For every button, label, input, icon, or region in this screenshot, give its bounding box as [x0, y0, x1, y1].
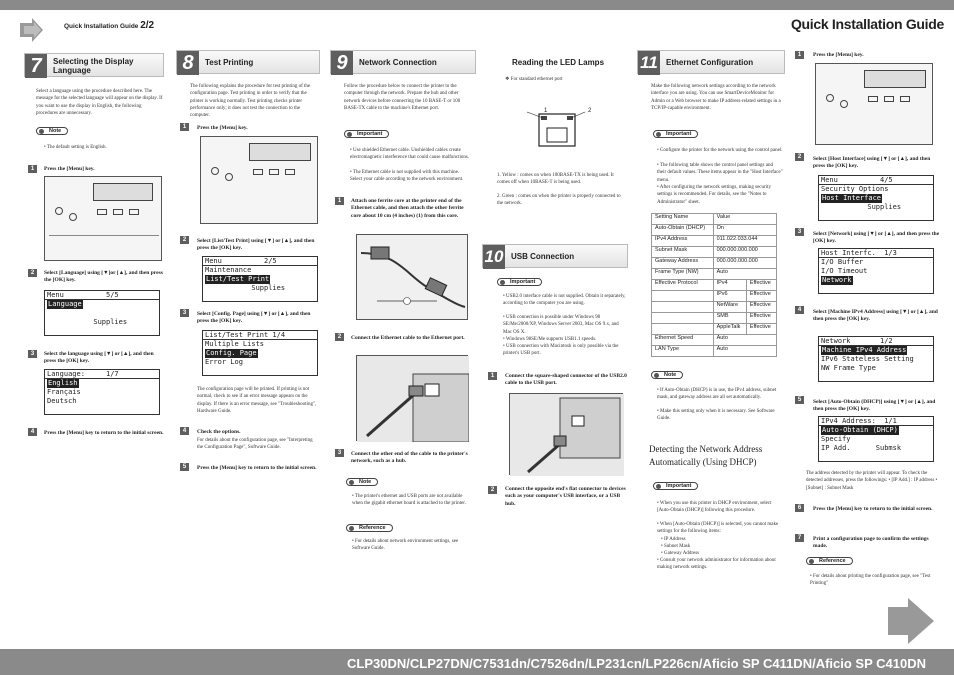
table-row: [652, 346, 777, 357]
led-green-desc: 2. Green : comes on when the printer is properly connected to the network.: [497, 194, 621, 207]
table-cell: 000.000.000.000: [713, 258, 776, 269]
section-number: 8: [177, 51, 199, 75]
step-text: Connect the Ethernet cable to the Ethernet port.: [351, 335, 465, 341]
step-text: Select the language using [▼] or [▲], and then press the [OK] key.: [44, 351, 154, 365]
important-text: • Gateway Address: [661, 551, 700, 556]
section-number: 7: [25, 54, 47, 78]
table-cell: Effective: [746, 324, 776, 335]
table-cell: LAN Type: [652, 346, 714, 357]
table-cell: Effective Protocol: [652, 280, 714, 291]
top-bar: [0, 0, 954, 10]
step-number: 3: [335, 449, 344, 457]
important-text: • IP Address: [661, 537, 686, 542]
table-cell: [652, 324, 714, 335]
table-cell: Gateway Address: [652, 258, 714, 269]
step-text: Press the [Menu] key to return to the initial screen.: [44, 430, 164, 436]
section-intro: Make the following network settings according to the network interface you are using. You can use SmartDeviceMonitor for Admin or a Web browser to make IP address-related settings in a TCP/IP-capable environment.: [651, 84, 781, 111]
step-number: 1: [335, 197, 344, 205]
section-intro: Follow the procedure below to connect the printer to the computer through the network. Prepare the hub and other network devices before connecting the 10 BASE-T or 100 BASE-TX cable to the machine's Ethernet port.: [344, 84, 461, 111]
step-text: Press the [Menu] key to return to the initial screen.: [813, 506, 933, 512]
step-note: The address detected by the printer will appear. To check the detected addresses, press the followings: • [IP Add.] : IP address • [Subnet] : Subnet Mask: [806, 471, 938, 491]
step-number: 5: [180, 463, 189, 471]
important-text: • When [Auto-Obtain (DHCP)] is selected, you cannot make settings for the following items:: [657, 522, 779, 535]
important-label: Important: [344, 130, 389, 138]
step-text: Select [List/Test Print] using [▼] or [▲], and then press the [OK] key.: [197, 238, 315, 252]
reference-label: Reference: [346, 524, 393, 532]
table-cell: On: [713, 225, 776, 236]
table-row: [652, 247, 777, 258]
note-text: • The printer's ethernet and USB ports are not available when the gigabit ethernet board is attached to the printer.: [352, 494, 466, 507]
table-cell: 011.022.033.044: [713, 236, 776, 247]
table-cell: Auto: [713, 346, 776, 357]
led-label-1: 1: [544, 108, 548, 114]
reference-text: • For details about network environment settings, see Software Guide.: [352, 539, 459, 552]
table-row: [652, 280, 777, 291]
lcd-display: IPv4 Address: 1/1 Auto-Obtain (DHCP) Specify IP Add. Submsk: [818, 416, 934, 462]
step-number: 4: [795, 306, 804, 314]
table-row: [652, 236, 777, 247]
important-text: • The following table shows the control panel settings and their default values. These items appear in the "Host Interface" menu.: [657, 163, 783, 183]
step-number: 4: [180, 427, 189, 435]
section-number: 9: [331, 51, 353, 75]
table-cell: IPv4 Address: [652, 236, 714, 247]
important-text: • Consult your network administrator for information about making network settings.: [657, 558, 776, 571]
ethernet-port-illustration: [356, 355, 468, 441]
step-note: For details about the configuration page, see "Interpreting the Configuration Page", Software Guide.: [197, 438, 313, 451]
section-8-header: [176, 50, 320, 74]
table-cell: [652, 313, 714, 324]
step-number: 3: [795, 228, 804, 236]
note-label: Note: [651, 371, 683, 379]
step-number: 2: [28, 269, 37, 277]
led-label-2: 2: [588, 108, 592, 114]
important-text: • USB2.0 interface cable is not supplied. Obtain it separately, according to the computer you are using.: [503, 294, 626, 307]
page-turn-arrow-icon: [886, 597, 936, 645]
network-settings-table: [651, 213, 777, 357]
step-text: Press the [Menu] key.: [197, 125, 248, 131]
note-label: Note: [346, 478, 378, 486]
table-cell: Auto-Obtain (DHCP): [652, 225, 714, 236]
table-cell: Effective: [746, 313, 776, 324]
section-10-header: [482, 244, 628, 268]
step-number: 3: [180, 309, 189, 317]
step-text: Attach one ferrite core at the printer end of the Ethernet cable, and then attach the other ferrite core about 10 cm (4 inches) (1) from this core.: [351, 198, 464, 219]
table-cell: Effective: [746, 291, 776, 302]
table-cell: Value: [713, 214, 776, 225]
table-row: [652, 214, 777, 225]
important-text: • When you use this printer in DHCP environment, select [Auto-Obtain (DHCP)] following this procedure.: [657, 501, 772, 514]
step-note: The configuration page will be printed. If printing is not normal, check to see if an error message appears on the display. If there is an error message, see "Troubleshooting", Hardware Guide.: [197, 387, 317, 414]
table-row: [652, 302, 777, 313]
led-subtitle: ❖ For standard ethernet port: [505, 77, 563, 82]
reference-text: • For details about printing the configuration page, see "Test Printing": [810, 574, 931, 587]
led-yellow-desc: 1. Yellow : comes on when 100BASE-TX is being used. It comes off when 10BASE-T is being used.: [497, 173, 614, 186]
table-row: [652, 258, 777, 269]
table-cell: SMB: [713, 313, 746, 324]
section-intro: Select a language using the procedure described here. The message for the selected language will appear on the display. If you want to use the display in English, the following procedures are unnecessary.: [36, 89, 163, 116]
reference-label: Reference: [806, 557, 853, 565]
table-cell: Subnet Mask: [652, 247, 714, 258]
section-9-header: [330, 50, 476, 74]
table-row: [652, 313, 777, 324]
table-cell: Frame Type (NW): [652, 269, 714, 280]
important-text: • After configuring the network settings, making security settings is recommended. For details, see the "Notes to Administrator" sheet.: [657, 185, 771, 205]
lcd-display: Network 1/2 Machine IPv4 Address IPv6 Stateless Setting NW Frame Type: [818, 336, 934, 382]
section-7-header: [24, 53, 164, 77]
important-text: • Use shielded Ethernet cable. Unshielded cables create electromagnetic interference that could cause malfunctions.: [350, 148, 470, 161]
lcd-display: List/Test Print 1/4 Multiple Lists Config. Page Error Log: [202, 330, 318, 376]
table-row: [652, 324, 777, 335]
section-number: 10: [483, 245, 505, 269]
lcd-display: Menu 5/5 Language Supplies: [44, 290, 160, 336]
step-number: 1: [488, 372, 497, 380]
ethernet-port-led-diagram: [515, 106, 597, 154]
table-cell: IPv6: [713, 291, 746, 302]
footer-bar: [0, 649, 954, 675]
step-text: Connect the square-shaped connector of the USB2.0 cable to the USB port.: [505, 373, 627, 387]
section-title: Ethernet Configuration: [666, 58, 754, 67]
lcd-display: Host Interfc. 1/3 I/O Buffer I/O Timeout Network: [818, 248, 934, 294]
step-text: Select [Host Interface] using [▼] or [▲], and then press the [OK] key.: [813, 156, 931, 170]
note-text: • Make this setting only when it is necessary. See Software Guide.: [657, 409, 775, 422]
step-text: Select [Machine IPv4 Address] using [▼] or [▲], and then press the [OK] key.: [813, 309, 938, 323]
table-cell: Setting Name: [652, 214, 714, 225]
important-label: Important: [653, 130, 698, 138]
table-cell: 000.000.000.000: [713, 247, 776, 258]
section-intro: The following explains the procedure for test printing of the configuration page. Test printing in order to verify that the printer is working normally. Test printing checks printer performance only; it does not test the connection to the computer.: [190, 84, 311, 118]
table-cell: AppleTalk: [713, 324, 746, 335]
control-panel-illustration: [200, 136, 318, 224]
note-label: Note: [36, 127, 68, 135]
step-number: 4: [28, 428, 37, 436]
arrow-icon: [18, 17, 44, 43]
important-text: • USB connection is possible under Windows 98 SE/Me/2000/XP, Windows Server 2003, Mac OS 9.x, and Mac OS X.: [503, 315, 619, 335]
step-text: Print a configuration page to confirm the settings made.: [813, 536, 929, 550]
usb-port-illustration: [509, 393, 623, 475]
step-text: Select [Language] using [▼]or [▲], and then press the [OK] key.: [44, 270, 163, 284]
step-number: 7: [795, 534, 804, 542]
step-number: 6: [795, 504, 804, 512]
lcd-display: Language: 1/7 English Français Deutsch: [44, 369, 160, 415]
step-number: 1: [180, 123, 189, 131]
step-text: Press the [Menu] key.: [813, 52, 864, 58]
step-number: 2: [180, 236, 189, 244]
step-text: Select [Auto-Obtain (DHCP)] using [▼] or [▲], and then press the [OK] key.: [813, 399, 936, 413]
step-text: Select [Network] using [▼] or [▲], and then press the [OK] key.: [813, 231, 940, 245]
dhcp-subtitle: Detecting the Network Address Automatically (Using DHCP): [649, 444, 763, 467]
table-cell: Auto: [713, 269, 776, 280]
table-row: [652, 335, 777, 346]
section-11-header: [637, 50, 785, 74]
table-row: [652, 269, 777, 280]
table-cell: IPv4: [713, 280, 746, 291]
step-text: Connect the opposite end's flat connector to devices such as your computer's USB interface, or a USB hub.: [505, 486, 626, 507]
control-panel-illustration: [815, 63, 933, 145]
step-text: Press the [Menu] key.: [44, 166, 95, 172]
section-title: Test Printing: [205, 58, 254, 67]
model-list: CLP30DN/CLP27DN/C7531dn/C7526dn/LP231cn/LP226cn/Aficio SP C411DN/Aficio SP C410DN: [347, 656, 926, 671]
important-text: • The Ethernet cable is not supplied with this machine. Select your cable according to the network environment.: [350, 170, 464, 183]
section-number: 11: [638, 51, 660, 75]
note-text: • The default setting is English.: [44, 145, 107, 150]
table-row: [652, 291, 777, 302]
step-number: 3: [28, 350, 37, 358]
table-cell: Ethernet Speed: [652, 335, 714, 346]
step-number: 2: [488, 486, 497, 494]
step-text: Check the options.: [197, 429, 241, 435]
step-text: Select [Config. Page] using [▼] or [▲], and then press the [OK] key.: [197, 311, 311, 325]
important-text: • Subnet Mask: [661, 544, 691, 549]
important-text: • USB connection with Macintosh is only possible via the printer's USB port.: [503, 344, 619, 357]
important-text: • Configure the printer for the network using the control panel.: [657, 148, 783, 153]
lcd-display: Menu 2/5 Maintenance List/Test Print Supplies: [202, 256, 318, 302]
step-text: Press the [Menu] key to return to the initial screen.: [197, 465, 317, 471]
step-text: Connect the other end of the cable to the printer's network, such as a hub.: [351, 451, 468, 465]
step-number: 1: [795, 51, 804, 59]
table-cell: Auto: [713, 335, 776, 346]
guide-label: Quick Installation Guide 2/2: [64, 20, 155, 31]
table-cell: Effective: [746, 302, 776, 313]
ferrite-core-illustration: [356, 234, 468, 320]
lcd-display: Menu 4/5 Security Options Host Interface Supplies: [818, 175, 934, 221]
step-number: 2: [795, 153, 804, 161]
page-title: Quick Installation Guide: [790, 16, 944, 32]
important-text: • Windows 98SE/Me supports USB1.1 speeds.: [503, 337, 597, 342]
table-row: [652, 225, 777, 236]
step-number: 2: [335, 333, 344, 341]
section-title: Selecting the Display Language: [53, 57, 134, 75]
important-label: Important: [497, 278, 542, 286]
table-cell: [652, 291, 714, 302]
table-cell: [652, 302, 714, 313]
control-panel-illustration: [44, 176, 162, 261]
led-section-title: Reading the LED Lamps: [512, 58, 605, 67]
note-text: • If Auto-Obtain (DHCP) is in use, the IPv4 address, subnet mask, and gateway address are all set automatically.: [657, 388, 777, 401]
table-cell: Effective: [746, 280, 776, 291]
section-title: USB Connection: [511, 252, 575, 261]
step-number: 1: [28, 165, 37, 173]
table-cell: NetWare: [713, 302, 746, 313]
section-title: Network Connection: [359, 58, 437, 67]
important-label: Important: [653, 482, 698, 490]
step-number: 5: [795, 396, 804, 404]
